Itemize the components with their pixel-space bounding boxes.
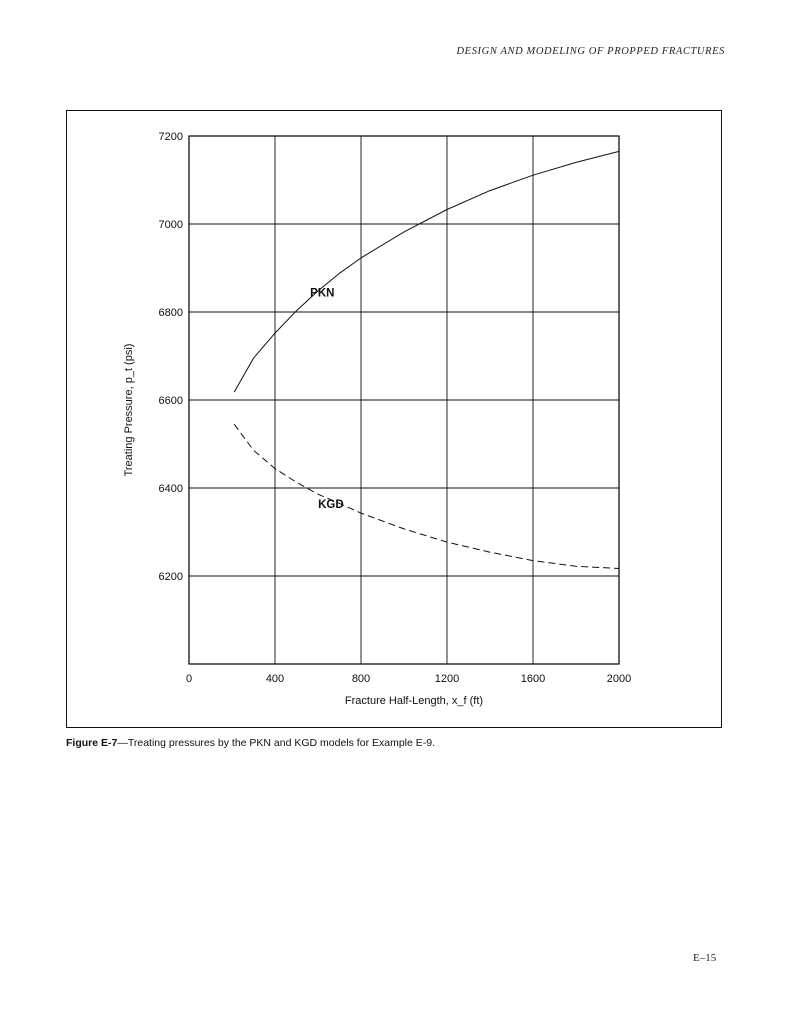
x-axis-title: Fracture Half-Length, x_f (ft): [344, 695, 484, 707]
page-number: E–15: [693, 952, 717, 964]
running-header: DESIGN AND MODELING OF PROPPED FRACTURES: [456, 46, 725, 57]
annotation-pkn: PKN: [310, 287, 335, 300]
annotation-kgd: KGD: [318, 498, 344, 511]
x-tick-label: 0: [185, 673, 193, 685]
x-tick-label: 1600: [520, 673, 546, 685]
figure-label: Figure E-7: [66, 737, 118, 749]
y-tick-label: 7200: [158, 131, 183, 143]
x-tick-label: 2000: [606, 673, 632, 685]
x-tick-label: 400: [265, 673, 285, 685]
grid: [189, 136, 619, 664]
caption-text: —Treating pressures by the PKN and KGD models for Example E-9.: [117, 737, 436, 749]
y-tick-label: 6400: [158, 483, 183, 495]
x-tick-label: 800: [351, 673, 371, 685]
labels: [123, 131, 631, 707]
figure-caption: [66, 737, 435, 749]
y-tick-label: 6600: [158, 395, 183, 407]
y-axis-title: Treating Pressure, p_t (psi): [123, 343, 135, 477]
series-kgd-line: [234, 424, 619, 568]
series: [234, 151, 619, 568]
y-tick-label: 6800: [158, 307, 183, 319]
series-pkn-line: [234, 151, 619, 392]
y-tick-label: 6200: [158, 571, 183, 583]
x-tick-label: 1200: [434, 673, 460, 685]
y-tick-label: 7000: [158, 219, 183, 231]
